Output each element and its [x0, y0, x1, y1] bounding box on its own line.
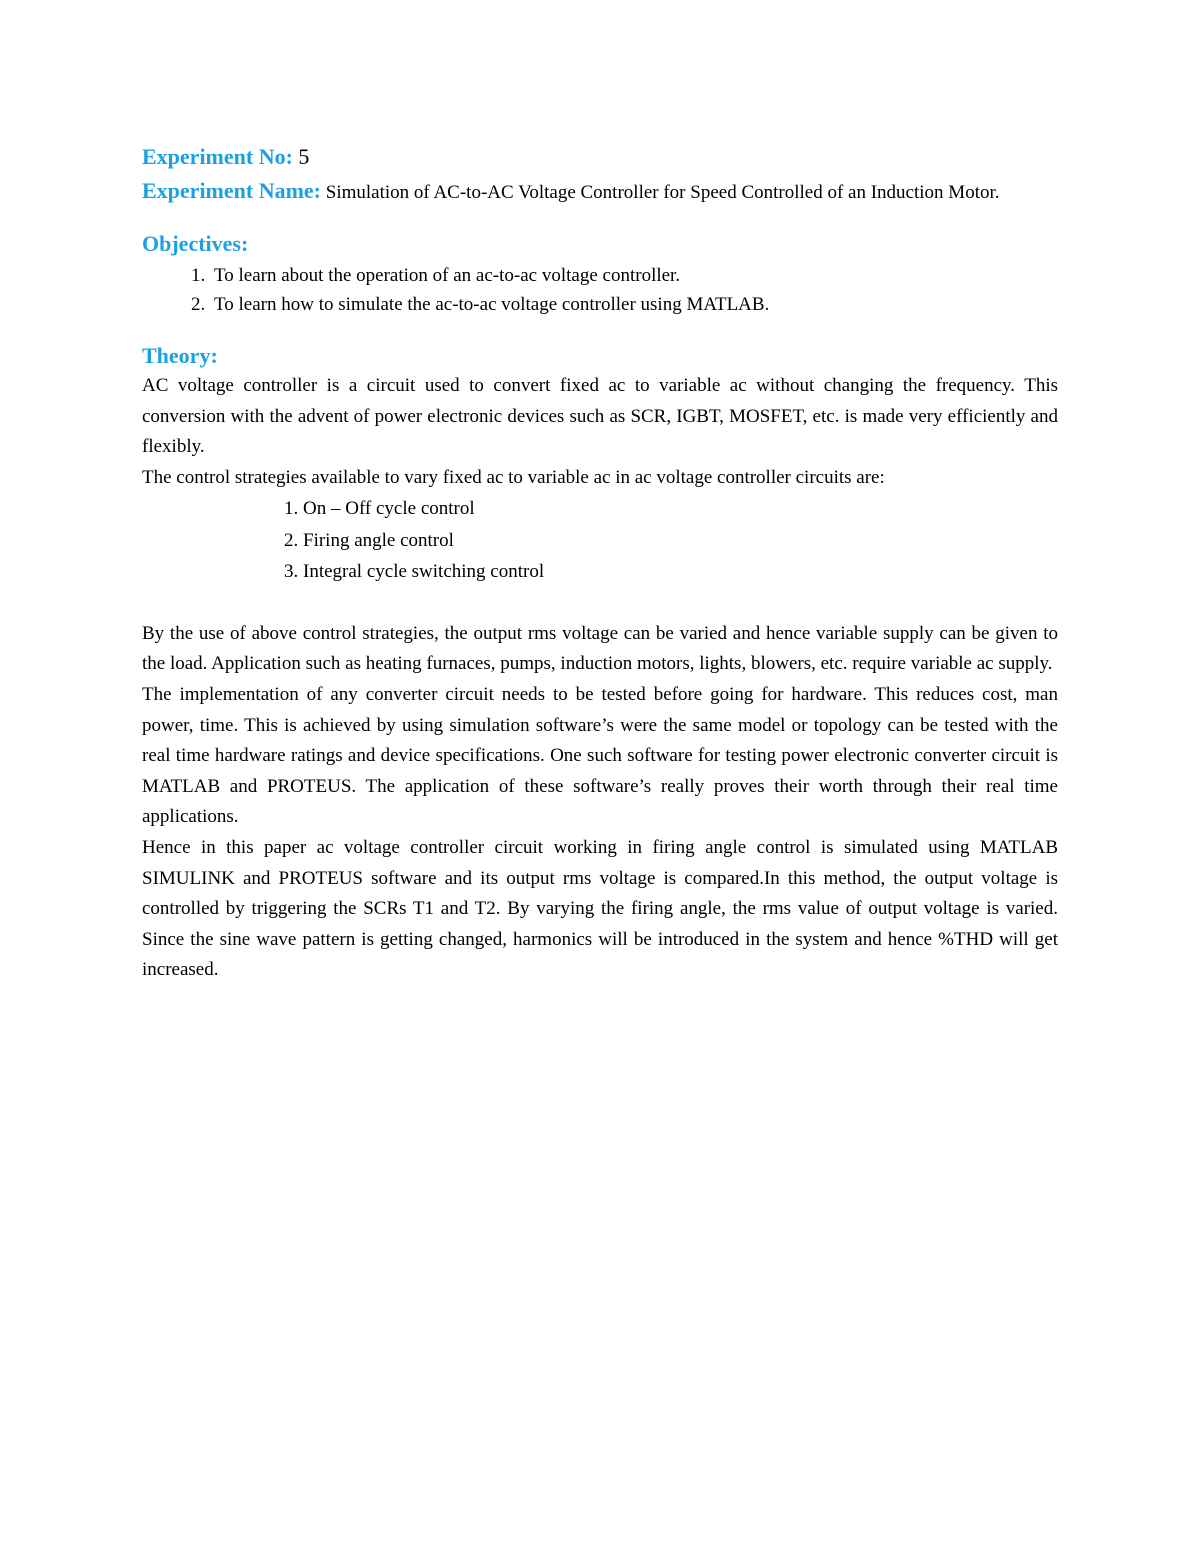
experiment-name-label: Experiment Name:: [142, 178, 322, 203]
theory-paragraph-5: Hence in this paper ac voltage controller circuit working in firing angle control is simulated using MATLAB SIMULINK and PROTEUS software and its output rms voltage is compared.In this method, the output voltage is controlled by triggering the SCRs T1 and T2. By varying the firing angle, the rms value of output voltage is varied. Since the sine wave pattern is getting changed, harmonics will be introduced in the system and hence %THD will get increased.: [142, 837, 1058, 981]
strategy-item: 3. Integral cycle switching control: [284, 561, 545, 583]
control-strategies-list: [142, 493, 1058, 588]
paragraph-spacer: [142, 588, 1058, 619]
experiment-number-value: 5: [298, 144, 310, 169]
objectives-heading: Objectives:: [142, 231, 249, 256]
objectives-list: [142, 261, 1058, 319]
strategy-item: 2. Firing angle control: [284, 529, 454, 551]
theory-paragraph-1: AC voltage controller is a circuit used to convert fixed ac to variable ac without changing the frequency. This conversion with the advent of power electronic devices such as SCR, IGBT, MOSFET, etc. is made very efficiently and flexibly.: [142, 375, 1058, 458]
experiment-number-line: [142, 140, 1058, 174]
strategy-item: 1. On – Off cycle control: [284, 498, 475, 520]
objective-item: 1. To learn about the operation of an ac-to-ac voltage controller.: [210, 261, 1058, 290]
theory-paragraph-2: The control strategies available to vary fixed ac to variable ac in ac voltage controller circuits are:: [142, 466, 885, 488]
document-content: [142, 140, 1058, 986]
objective-item: 2. To learn how to simulate the ac-to-ac voltage controller using MATLAB.: [210, 290, 1058, 319]
experiment-name-value: Simulation of AC-to-AC Voltage Controller for Speed Controlled of an Induction Motor.: [325, 182, 1000, 203]
theory-heading: Theory:: [142, 343, 218, 368]
theory-paragraph-4: The implementation of any converter circuit needs to be tested before going for hardware. This reduces cost, man power, time. This is achieved by using simulation software’s were the same model or topology can be tested with the real time hardware ratings and device specifications. One such software for testing power electronic converter circuit is MATLAB and PROTEUS. The application of these software’s really proves their worth through their real time applications.: [142, 684, 1058, 828]
theory-paragraph-3: By the use of above control strategies, the output rms voltage can be varied and hence variable supply can be given to the load. Application such as heating furnaces, pumps, induction motors, lights, blowers, etc. require variable ac supply.: [142, 622, 1058, 675]
experiment-name-line: [142, 174, 1058, 209]
experiment-number-label: Experiment No:: [142, 144, 293, 169]
